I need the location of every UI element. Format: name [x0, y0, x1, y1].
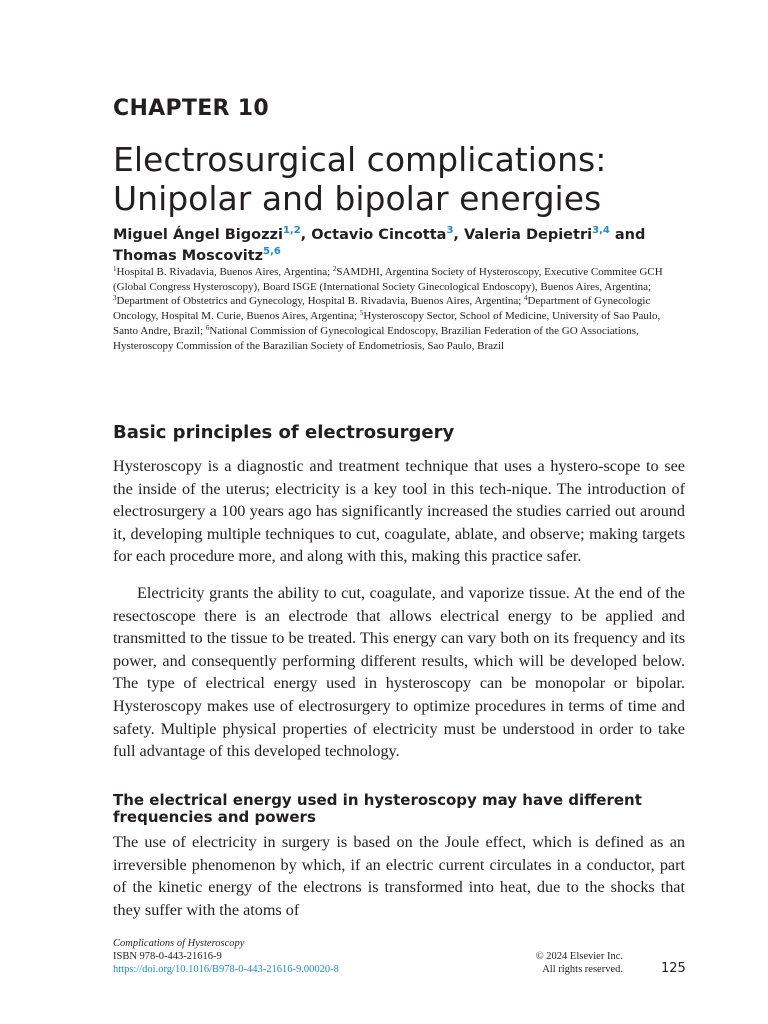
affiliation-number: 3 — [113, 294, 117, 303]
section-heading: Basic principles of electrosurgery — [113, 422, 455, 443]
rights-text: All rights reserved. — [542, 964, 623, 975]
page-number: 125 — [661, 961, 686, 976]
title-line-2: Unipolar and bipolar energies — [113, 179, 602, 218]
footer-book-info — [113, 937, 339, 976]
copyright-text: © 2024 Elsevier Inc. — [535, 951, 623, 962]
affiliation-number: 1 — [113, 265, 117, 273]
author-name: Octavio Cincotta — [311, 227, 447, 243]
author-separator: , — [453, 227, 464, 243]
chapter-title — [113, 140, 713, 218]
author-name: Thomas Moscovitz — [113, 248, 264, 264]
affiliation-text: Department of Gynecologic Oncology, Hospital M. Curie, Buenos Aires, Argentina; — [113, 295, 651, 323]
affiliation-text: Hysteroscopy Sector, School of Medicine, University of Sao Paulo, Santo Andre, Brazil; — [113, 310, 661, 337]
doi-link[interactable]: https://doi.org/10.1016/B978-0-443-21616-9.00020-8 — [113, 964, 339, 975]
subsection-heading: The electrical energy used in hysteroscopy may have different frequencies and powers — [113, 791, 642, 826]
isbn: ISBN 978-0-443-21616-9 — [113, 951, 222, 962]
title-line-1: Electrosurgical complications: — [113, 140, 607, 179]
affiliation-text: Department of Obstetrics and Gynecology, Hospital B. Rivadavia, Buenos Aires, Argentina; — [116, 295, 525, 308]
author-name: Miguel Ángel Bigozzi — [113, 227, 283, 243]
book-title: Complications of Hysteroscopy — [113, 938, 245, 949]
author-separator: and — [609, 227, 646, 243]
author-name: Valeria Depietri — [463, 227, 593, 243]
footer-copyright — [505, 950, 623, 976]
body-paragraph-2: Electricity grants the ability to cut, coagulate, and vaporize tissue. At the end of the resectoscope there is an electrode that allows electrical energy to be applied and transmitted to the tissue to be treated. This energy can vary both on its frequency and its power, and consequently performing different results, which will be developed below. The type of electrical energy used in hysteroscopy can be monopolar or bipolar. Hysteroscopy makes use of electrosurgery to optimize procedures in terms of time and safety. Multiple physical properties of electricity must be understood in order to take full advantage of this developed technology. — [113, 584, 685, 761]
affiliation-ref[interactable]: 1,2 — [282, 225, 301, 236]
body-paragraph-1: Hysteroscopy is a diagnostic and treatment technique that uses a hystero-scope to see the inside of the uterus; electricity is a key tool in this tech-nique. The introduction of electrosurgery a 100 years ago has significantly increased the studies carried out around it, developing multiple techniques to cut, coagulate, ablate, and observe; making targets for each procedure more, and along with this, making this practice safer. — [113, 457, 685, 566]
affiliation-text: SAMDHI, Argentina Society of Hysteroscopy, Executive Commitee GCH (Global Congress Hysteroscopy), Board ISGE (International Society Ginecological Endoscopy), Buenos Aires, Argentina; — [113, 266, 663, 293]
affiliation-number: 6 — [205, 323, 210, 332]
affiliation-number: 2 — [332, 265, 337, 273]
affiliation-text: Hospital B. Rivadavia, Buenos Aires, Argentina; — [116, 266, 333, 278]
affiliations — [113, 265, 685, 353]
affiliation-ref[interactable]: 3 — [446, 225, 454, 236]
body-paragraph-3: The use of electricity in surgery is based on the Joule effect, which is defined as an irreversible phenomenon by which, if an electric current circulates in a conductor, part of the kinetic energy of the electrons is transformed into heat, due to the shocks that they suffer with the atoms of — [113, 833, 685, 919]
chapter-label: CHAPTER 10 — [113, 96, 269, 121]
author-separator: , — [300, 227, 312, 243]
affiliation-number: 4 — [524, 294, 528, 303]
affiliation-ref[interactable]: 5,6 — [263, 246, 281, 257]
affiliation-ref[interactable]: 3,4 — [592, 225, 610, 236]
affiliation-text: National Commission of Gynecological Endoscopy, Brazilian Federation of the GO Associations, Hysteroscopy Commission of the Barazilian Society of Endometriosis, Sao Paulo, Brazil — [113, 324, 639, 352]
affiliation-number: 5 — [359, 309, 364, 318]
author-list — [113, 225, 703, 267]
